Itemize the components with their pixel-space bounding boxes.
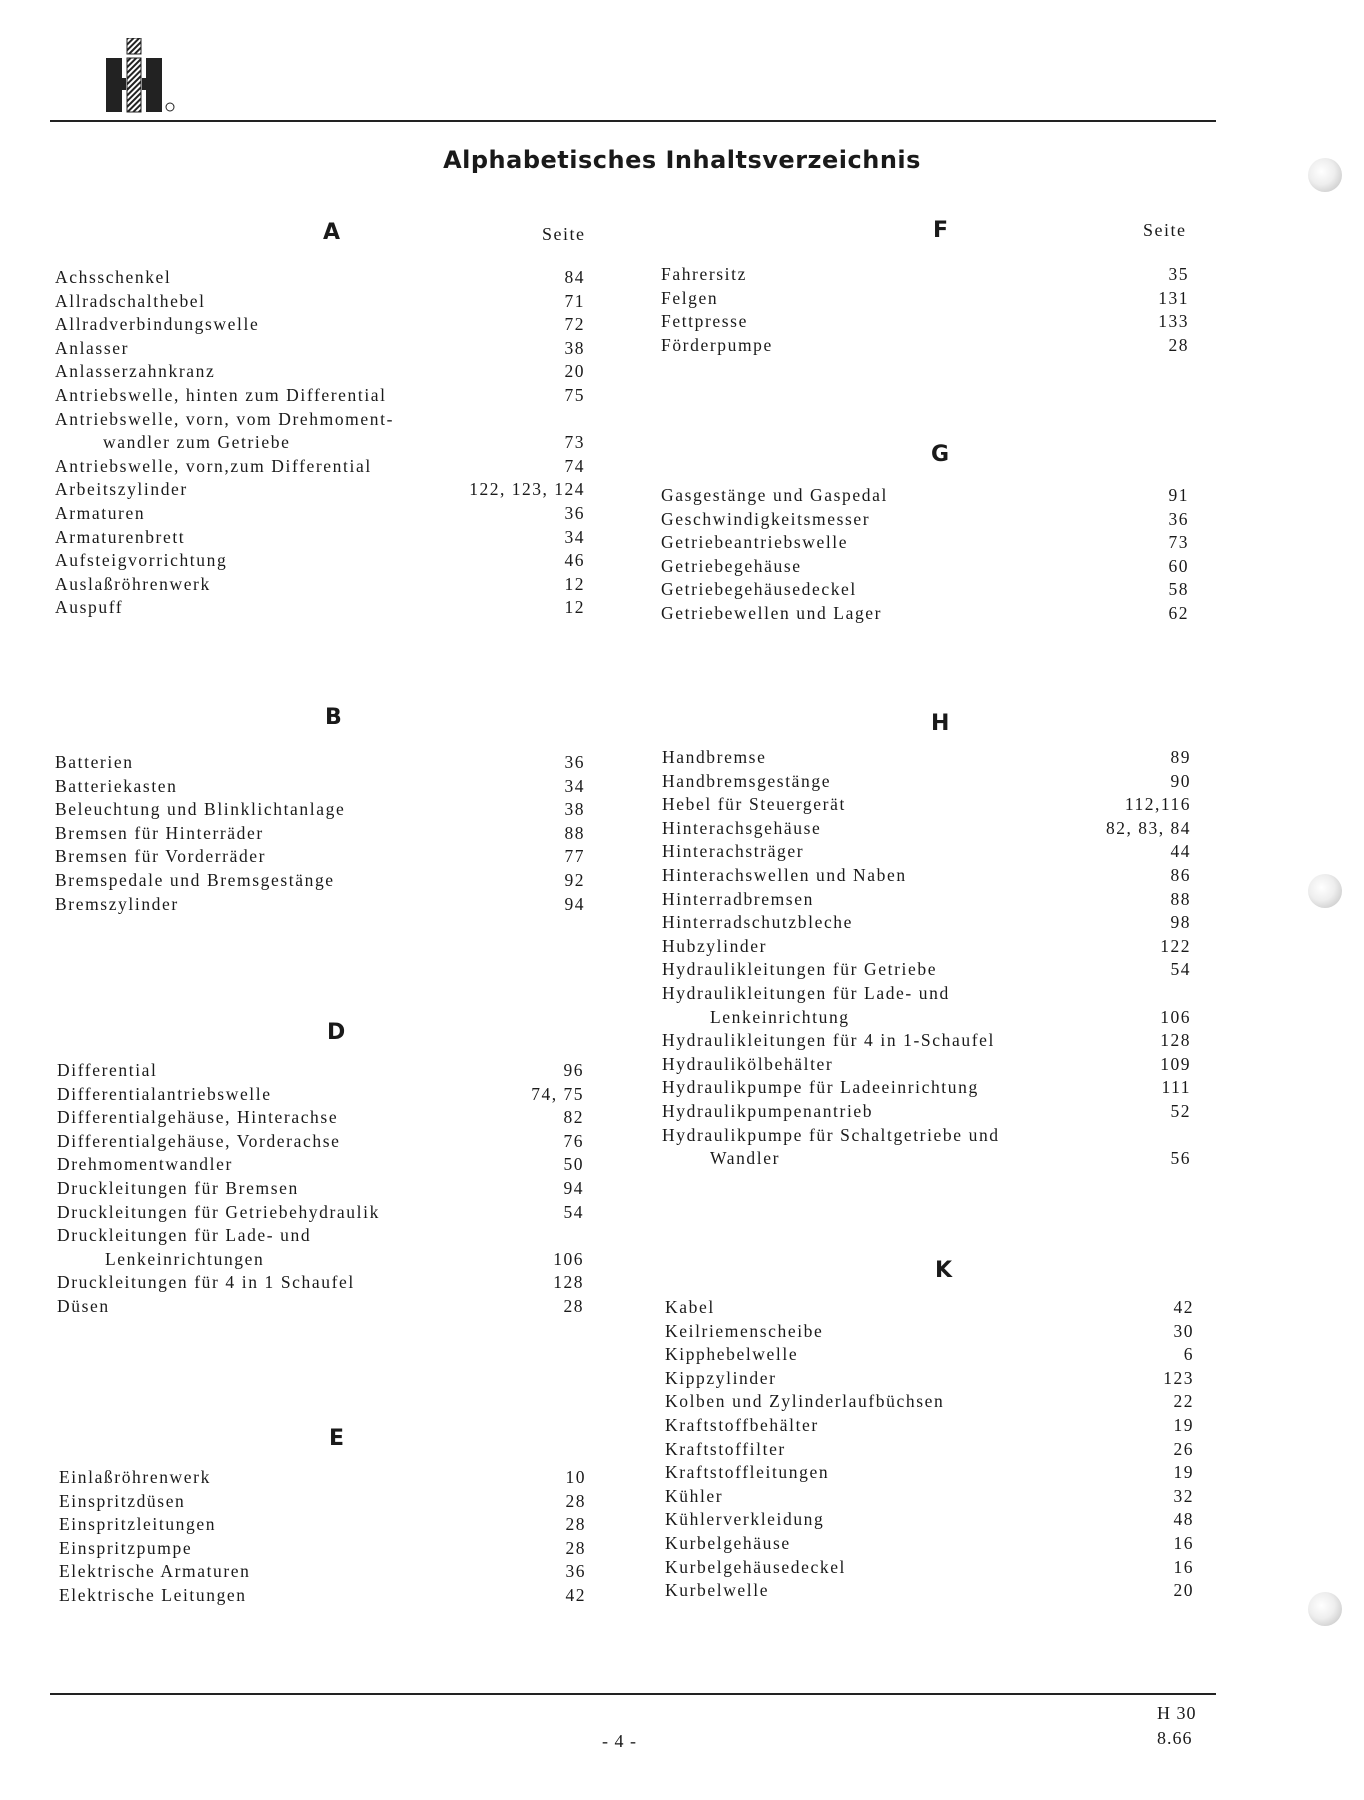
entry-label: Hinterachsträger: [662, 841, 805, 862]
section-d: [57, 1059, 584, 1319]
index-entry: [665, 1579, 1194, 1603]
index-entry: [661, 484, 1189, 508]
entry-label: Antriebswelle, vorn,zum Differential: [55, 455, 372, 476]
entry-page-number: 82, 83, 84: [1106, 817, 1191, 838]
index-entry: [59, 1466, 586, 1490]
entry-page-number: 88: [1170, 888, 1191, 909]
index-entry: [661, 287, 1189, 311]
entry-label: Druckleitungen für Getriebehydraulik: [57, 1201, 380, 1222]
index-entry: [662, 864, 1191, 888]
index-entry: [55, 775, 585, 799]
index-entry: [57, 1295, 584, 1319]
entry-label: Düsen: [57, 1295, 110, 1316]
index-entry: [662, 1053, 1191, 1077]
index-entry: [662, 1124, 1191, 1171]
entry-label: Getriebewellen und Lager: [661, 602, 883, 623]
entry-label: Förderpumpe: [661, 334, 773, 355]
entry-label: Auspuff: [55, 597, 124, 618]
entry-page-number: 90: [1170, 770, 1191, 791]
entry-label: Antriebswelle, vorn, vom Drehmoment-: [55, 408, 394, 429]
entry-label: Kühler: [665, 1485, 724, 1506]
entry-page-number: 106: [553, 1248, 584, 1269]
entry-label: Druckleitungen für Bremsen: [57, 1177, 299, 1198]
index-entry: [55, 549, 585, 573]
entry-page-number: 73: [564, 432, 585, 453]
entry-page-number: 94: [563, 1177, 584, 1198]
entry-label: Allradschalthebel: [55, 290, 206, 311]
index-entry: [665, 1461, 1194, 1485]
index-entry: [59, 1490, 586, 1514]
entry-label: Druckleitungen für Lade- und: [57, 1225, 312, 1246]
entry-label: Einspritzleitungen: [59, 1514, 217, 1535]
entry-label: Batteriekasten: [55, 775, 178, 796]
entry-label: Kühlerverkleidung: [665, 1509, 825, 1530]
entry-label: Differentialantriebswelle: [57, 1083, 272, 1104]
footer-rule: [50, 1693, 1216, 1695]
index-entry: [665, 1508, 1194, 1532]
entry-page-number: 20: [1173, 1580, 1194, 1601]
section-letter-a: A: [323, 220, 341, 245]
index-entry: [661, 508, 1189, 532]
entry-page-number: 92: [564, 869, 585, 890]
index-entry: [55, 360, 585, 384]
entry-page-number: 72: [564, 314, 585, 335]
section-letter-b: B: [325, 705, 342, 730]
entry-page-number: 28: [565, 1514, 586, 1535]
index-entry: [55, 337, 585, 361]
entry-page-number: 34: [564, 526, 585, 547]
entry-label: Hydraulikpumpe für Schaltgetriebe und: [662, 1124, 1000, 1145]
section-letter-k: K: [935, 1258, 953, 1283]
page-number: - 4 -: [602, 1731, 637, 1751]
entry-label: Hinterradschutzbleche: [662, 912, 854, 933]
entry-page-number: 19: [1173, 1414, 1194, 1435]
entry-page-number: 48: [1173, 1509, 1194, 1530]
entry-label-continuation: wandler zum Getriebe: [103, 432, 291, 453]
entry-page-number: 38: [564, 337, 585, 358]
section-e: [59, 1466, 586, 1608]
index-entry: [55, 478, 585, 502]
entry-page-number: 77: [564, 846, 585, 867]
entry-label: Druckleitungen für 4 in 1 Schaufel: [57, 1272, 355, 1293]
index-entry: [55, 266, 585, 290]
entry-page-number: 36: [564, 752, 585, 772]
entry-page-number: 91: [1168, 485, 1189, 505]
entry-label: Differentialgehäuse, Hinterachse: [57, 1107, 339, 1128]
entry-label: Einspritzdüsen: [59, 1490, 186, 1511]
index-entry: [55, 893, 585, 917]
index-entry: [57, 1224, 584, 1271]
entry-label: Kurbelwelle: [665, 1580, 770, 1601]
entry-page-number: 16: [1173, 1556, 1194, 1577]
entry-page-number: 38: [564, 799, 585, 820]
section-g: [661, 484, 1189, 626]
index-entry: [665, 1556, 1194, 1580]
entry-label: Hydraulikölbehälter: [662, 1053, 834, 1074]
index-entry: [665, 1320, 1194, 1344]
index-entry: [57, 1083, 584, 1107]
index-entry: [57, 1106, 584, 1130]
section-letter-g: G: [931, 442, 950, 467]
entry-page-number: 56: [1170, 1148, 1191, 1169]
entry-label: Handbremsgestänge: [662, 770, 832, 791]
entry-label: Bremsen für Hinterräder: [55, 822, 264, 843]
index-entry: [59, 1560, 586, 1584]
entry-page-number: 52: [1170, 1100, 1191, 1121]
entry-label: Gasgestänge und Gaspedal: [661, 485, 888, 505]
section-letter-e: E: [329, 1426, 345, 1451]
index-entry: [55, 384, 585, 408]
entry-page-number: 10: [565, 1467, 586, 1487]
entry-page-number: 12: [564, 597, 585, 618]
entry-page-number: 71: [564, 290, 585, 311]
ih-logo: [104, 38, 184, 114]
entry-label: Hydraulikpumpenantrieb: [662, 1100, 874, 1121]
entry-page-number: 111: [1161, 1077, 1191, 1098]
section-letter-d: D: [327, 1020, 346, 1045]
entry-label: Armaturenbrett: [55, 526, 186, 547]
index-entry: [55, 290, 585, 314]
entry-label: Kraftstoffleitungen: [665, 1462, 830, 1483]
entry-label: Hubzylinder: [662, 935, 768, 956]
entry-label: Arbeitszylinder: [55, 479, 188, 500]
entry-page-number: 36: [564, 502, 585, 523]
entry-label: Hinterachswellen und Naben: [662, 864, 907, 885]
page-title: Alphabetisches Inhaltsverzeichnis: [443, 146, 921, 174]
entry-page-number: 128: [553, 1272, 584, 1293]
entry-page-number: 131: [1158, 287, 1189, 308]
entry-label: Hydraulikleitungen für Lade- und: [662, 982, 950, 1003]
entry-page-number: 12: [564, 573, 585, 594]
index-entry: [57, 1201, 584, 1225]
entry-label: Fettpresse: [661, 311, 748, 332]
entry-label: Fahrersitz: [661, 264, 747, 284]
entry-page-number: 42: [565, 1584, 586, 1605]
entry-label: Kraftstoffbehälter: [665, 1414, 819, 1435]
entry-page-number: 26: [1173, 1438, 1194, 1459]
index-entry: [55, 408, 585, 455]
section-f: [661, 263, 1189, 357]
index-entry: [665, 1438, 1194, 1462]
index-entry: [662, 958, 1191, 982]
entry-label: Differentialgehäuse, Vorderachse: [57, 1130, 341, 1151]
entry-label: Bremszylinder: [55, 893, 179, 914]
entry-label: Getriebegehäuse: [661, 555, 802, 576]
entry-page-number: 16: [1173, 1532, 1194, 1553]
entry-page-number: 98: [1170, 912, 1191, 933]
entry-page-number: 75: [564, 384, 585, 405]
entry-page-number: 28: [565, 1490, 586, 1511]
entry-label: Kipphebelwelle: [665, 1344, 799, 1365]
index-entry: [661, 334, 1189, 358]
entry-page-number: 109: [1160, 1053, 1191, 1074]
entry-page-number: 84: [564, 267, 585, 287]
entry-label: Felgen: [661, 287, 719, 308]
entry-page-number: 89: [1170, 747, 1191, 767]
entry-label: Beleuchtung und Blinklichtanlage: [55, 799, 346, 820]
entry-label: Kraftstoffilter: [665, 1438, 786, 1459]
entry-label: Kolben und Zylinderlaufbüchsen: [665, 1391, 945, 1412]
entry-label: Differential: [57, 1060, 158, 1080]
entry-page-number: 54: [563, 1201, 584, 1222]
punch-hole: [1308, 874, 1342, 908]
entry-page-number: 86: [1170, 864, 1191, 885]
entry-page-number: 54: [1170, 959, 1191, 980]
index-entry: [662, 1076, 1191, 1100]
entry-label: Kippzylinder: [665, 1367, 777, 1388]
entry-label: Hinterradbremsen: [662, 888, 814, 909]
index-entry: [57, 1153, 584, 1177]
index-entry: [55, 751, 585, 775]
header-rule: [50, 120, 1216, 122]
index-entry: [55, 869, 585, 893]
entry-page-number: 122, 123, 124: [469, 479, 585, 500]
index-entry: [55, 313, 585, 337]
entry-label: Hinterachsgehäuse: [662, 817, 822, 838]
index-entry: [665, 1367, 1194, 1391]
entry-label: Armaturen: [55, 502, 146, 523]
entry-label: Kabel: [665, 1297, 715, 1317]
index-entry: [661, 555, 1189, 579]
index-entry: [55, 596, 585, 620]
entry-label: Drehmomentwandler: [57, 1154, 233, 1175]
index-entry: [662, 840, 1191, 864]
index-entry: [55, 526, 585, 550]
section-letter-f: F: [933, 218, 949, 243]
entry-page-number: 42: [1173, 1297, 1194, 1317]
index-entry: [59, 1537, 586, 1561]
entry-page-number: 44: [1170, 841, 1191, 862]
index-entry: [661, 310, 1189, 334]
index-entry: [55, 502, 585, 526]
entry-page-number: 19: [1173, 1462, 1194, 1483]
index-entry: [665, 1414, 1194, 1438]
entry-label: Auslaßröhrenwerk: [55, 573, 211, 594]
entry-page-number: 50: [563, 1154, 584, 1175]
entry-label: Anlasserzahnkranz: [55, 361, 216, 382]
entry-label: Aufsteigvorrichtung: [55, 550, 228, 571]
section-b: [55, 751, 585, 916]
index-entry: [661, 602, 1189, 626]
entry-page-number: 6: [1183, 1344, 1194, 1365]
section-h: [662, 746, 1191, 1171]
entry-page-number: 28: [1168, 334, 1189, 355]
entry-page-number: 28: [565, 1537, 586, 1558]
index-entry: [662, 793, 1191, 817]
entry-page-number: 82: [563, 1107, 584, 1128]
entry-label: Handbremse: [662, 747, 767, 767]
index-entry: [57, 1130, 584, 1154]
entry-page-number: 30: [1173, 1320, 1194, 1341]
entry-page-number: 34: [564, 775, 585, 796]
entry-page-number: 46: [564, 550, 585, 571]
entry-label: Hebel für Steuergerät: [662, 794, 846, 815]
index-entry: [662, 770, 1191, 794]
index-entry: [661, 263, 1189, 287]
entry-page-number: 28: [563, 1295, 584, 1316]
punch-hole: [1308, 1592, 1342, 1626]
entry-page-number: 62: [1168, 602, 1189, 623]
index-entry: [55, 798, 585, 822]
entry-page-number: 60: [1168, 555, 1189, 576]
index-entry: [665, 1390, 1194, 1414]
entry-page-number: 133: [1158, 311, 1189, 332]
entry-page-number: 36: [565, 1561, 586, 1582]
index-entry: [665, 1485, 1194, 1509]
doc-date: 8.66: [1157, 1728, 1193, 1748]
entry-page-number: 35: [1168, 264, 1189, 284]
entry-label: Getriebegehäusedeckel: [661, 579, 857, 600]
entry-page-number: 74, 75: [531, 1083, 584, 1104]
index-entry: [662, 746, 1191, 770]
index-entry: [661, 578, 1189, 602]
entry-page-number: 122: [1160, 935, 1191, 956]
index-entry: [662, 935, 1191, 959]
entry-page-number: 94: [564, 893, 585, 914]
entry-label: Allradverbindungswelle: [55, 314, 260, 335]
entry-label: Bremspedale und Bremsgestänge: [55, 869, 335, 890]
entry-page-number: 76: [563, 1130, 584, 1151]
section-k: [665, 1296, 1194, 1603]
entry-page-number: 112,116: [1124, 794, 1191, 815]
index-entry: [59, 1513, 586, 1537]
entry-page-number: 20: [564, 361, 585, 382]
entry-page-number: 128: [1160, 1030, 1191, 1051]
index-entry: [55, 455, 585, 479]
index-entry: [662, 911, 1191, 935]
entry-label: Achsschenkel: [55, 267, 172, 287]
entry-page-number: 58: [1168, 579, 1189, 600]
index-entry: [662, 1029, 1191, 1053]
entry-page-number: 36: [1168, 508, 1189, 529]
entry-page-number: 22: [1173, 1391, 1194, 1412]
entry-label: Keilriemenscheibe: [665, 1320, 824, 1341]
entry-label: Anlasser: [55, 337, 130, 358]
entry-label-continuation: Wandler: [710, 1148, 781, 1169]
entry-label: Getriebeantriebswelle: [661, 532, 849, 553]
entry-label: Elektrische Leitungen: [59, 1584, 247, 1605]
seite-label-left: Seite: [542, 224, 586, 244]
entry-label-continuation: Lenkeinrichtungen: [105, 1248, 265, 1269]
entry-page-number: 96: [563, 1060, 584, 1080]
punch-hole: [1308, 158, 1342, 192]
index-entry: [59, 1584, 586, 1608]
entry-page-number: 106: [1160, 1006, 1191, 1027]
entry-label: Antriebswelle, hinten zum Differential: [55, 384, 387, 405]
index-entry: [57, 1271, 584, 1295]
entry-label: Batterien: [55, 752, 134, 772]
entry-label: Kurbelgehäuse: [665, 1532, 791, 1553]
index-entry: [55, 822, 585, 846]
index-entry: [665, 1343, 1194, 1367]
entry-label: Hydraulikpumpe für Ladeeinrichtung: [662, 1077, 979, 1098]
entry-label-continuation: Lenkeinrichtung: [710, 1006, 850, 1027]
index-entry: [661, 531, 1189, 555]
index-entry: [662, 982, 1191, 1029]
entry-label: Einlaßröhrenwerk: [59, 1467, 211, 1487]
index-entry: [662, 1100, 1191, 1124]
index-entry: [57, 1177, 584, 1201]
index-entry: [665, 1296, 1194, 1320]
entry-page-number: 88: [564, 822, 585, 843]
entry-label: Bremsen für Vorderräder: [55, 846, 267, 867]
index-entry: [57, 1059, 584, 1083]
entry-label: Hydraulikleitungen für 4 in 1-Schaufel: [662, 1030, 995, 1051]
entry-label: Elektrische Armaturen: [59, 1561, 251, 1582]
entry-page-number: 74: [564, 455, 585, 476]
index-entry: [662, 817, 1191, 841]
index-entry: [662, 888, 1191, 912]
entry-label: Kurbelgehäusedeckel: [665, 1556, 847, 1577]
section-letter-h: H: [931, 711, 950, 736]
section-a: [55, 266, 585, 620]
entry-label: Einspritzpumpe: [59, 1537, 193, 1558]
seite-label-right: Seite: [1143, 220, 1187, 240]
entry-page-number: 32: [1173, 1485, 1194, 1506]
index-entry: [665, 1532, 1194, 1556]
entry-page-number: 123: [1163, 1367, 1194, 1388]
entry-label: Geschwindigkeitsmesser: [661, 508, 871, 529]
doc-code: H 30: [1157, 1703, 1197, 1723]
entry-page-number: 73: [1168, 532, 1189, 553]
index-entry: [55, 845, 585, 869]
index-entry: [55, 573, 585, 597]
entry-label: Hydraulikleitungen für Getriebe: [662, 959, 938, 980]
